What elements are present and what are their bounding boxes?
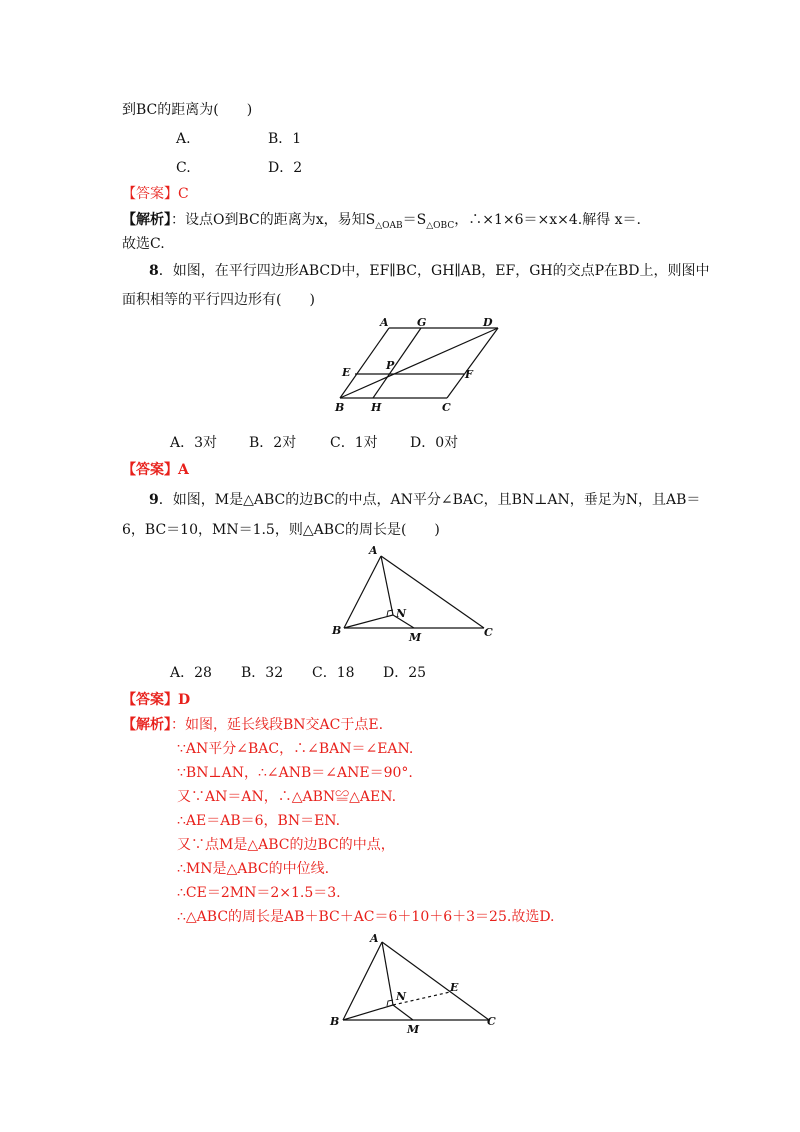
q9-analysis-line-8: ∴CE＝2MN＝2×1.5＝3. <box>177 885 341 901</box>
side-ab <box>343 942 382 1020</box>
q9-analysis-line-5: ∴AE＝AB＝6，BN＝EN. <box>177 813 341 829</box>
label-h: H <box>371 401 382 414</box>
q9-analysis-line-7: ∴MN是△ABC的中位线. <box>177 861 330 877</box>
q7-option-b: B．1 <box>268 131 302 147</box>
q9-stem-text: ．如图，M是△ABC的边BC的中点，AN平分∠BAC，且BN⊥AN，垂足为N，且AB＝ <box>158 492 701 508</box>
segment-an <box>381 556 393 615</box>
label-m: M <box>407 1023 420 1035</box>
q9-option-c: C．18 <box>312 665 355 681</box>
label-n: N <box>396 607 407 620</box>
q9-option-b: B．32 <box>241 665 284 681</box>
q7-sub-obc: △OBC <box>426 220 455 231</box>
q8-option-b: B．2对 <box>249 435 297 451</box>
q8-stem-text: ．如图，在平行四边形ABCD中，EF∥BC，GH∥AB，EF，GH的交点P在BD上，则图中 <box>158 263 710 279</box>
label-c: C <box>487 1015 496 1028</box>
label-c: C <box>442 401 451 414</box>
q8-stem-line-2: 面积相等的平行四边形有( ) <box>122 292 315 308</box>
q7-analysis-text-2: ，∴×1×6＝×x×4.解得 x＝. <box>454 212 642 228</box>
label-g: G <box>417 316 427 329</box>
q8-option-a: A．3对 <box>170 435 218 451</box>
label-b: B <box>335 401 345 414</box>
q9-solution-figure <box>326 930 506 1035</box>
q7-answer: 【答案】C <box>122 186 189 202</box>
label-p: P <box>386 359 395 372</box>
q9-option-d: D．25 <box>383 665 427 681</box>
label-a: A <box>380 316 389 329</box>
label-b: B <box>332 624 342 637</box>
side-ab <box>344 556 381 628</box>
label-e: E <box>450 981 459 994</box>
label-b: B <box>330 1015 340 1028</box>
q8-option-c: C．1对 <box>330 435 378 451</box>
segment-bn <box>344 615 393 628</box>
q9-analysis-line-3: ∵BN⊥AN，∴∠ANB＝∠ANE＝90°. <box>177 765 413 781</box>
q7-analysis-eq: ＝S <box>402 212 427 228</box>
q9-option-a: A．28 <box>170 665 212 681</box>
label-c: C <box>484 626 493 639</box>
q7-option-c: C. <box>176 160 191 176</box>
q7-option-d: D．2 <box>268 160 303 176</box>
label-n: N <box>396 990 407 1003</box>
q7-analysis-text-1: ：设点O到BC的距离为x，易知S <box>171 212 376 228</box>
label-a: A <box>369 544 378 557</box>
diagonal-bd <box>340 328 498 398</box>
q7-sub-oab: △OAB <box>375 220 403 231</box>
label-f: F <box>465 368 473 381</box>
q9-triangle-figure <box>326 542 506 647</box>
q7-analysis <box>122 211 641 235</box>
label-a: A <box>370 932 379 945</box>
label-m: M <box>409 631 422 644</box>
label-e: E <box>342 366 351 379</box>
q8-stem-line-1 <box>149 262 710 280</box>
q9-analysis-line-2: ∵AN平分∠BAC，∴∠BAN＝∠EAN. <box>177 741 414 757</box>
q9-stem-line-1 <box>149 491 700 509</box>
q9-answer: 【答案】D <box>122 692 191 708</box>
q7-stem-tail: 到BC的距离为( ) <box>122 102 253 118</box>
segment-bn <box>343 1005 393 1020</box>
label-d: D <box>483 316 493 329</box>
q8-parallelogram-figure <box>330 312 510 417</box>
q9-analysis-label: 【解析】 <box>122 717 171 733</box>
q8-option-d: D．0对 <box>410 435 459 451</box>
segment-nm <box>393 1005 413 1020</box>
q7-analysis-conclusion: 故选C. <box>122 236 165 252</box>
side-dc <box>447 328 498 398</box>
q8-answer: 【答案】A <box>122 462 189 478</box>
q9-stem-line-2: 6，BC＝10，MN＝1.5，则△ABC的周长是( ) <box>122 522 440 538</box>
q9-analysis-text: ：如图，延长线段BN交AC于点E. <box>171 717 384 733</box>
q7-analysis-label: 【解析】 <box>122 212 171 228</box>
q9-analysis-line-6: 又∵点M是△ABC的边BC的中点， <box>177 837 395 853</box>
segment-an <box>382 942 393 1005</box>
segment-gh <box>373 328 421 398</box>
q7-option-a: A. <box>176 131 191 147</box>
q8-number: 8 <box>149 263 159 279</box>
q9-analysis-line-9: ∴△ABC的周长是AB＋BC＋AC＝6＋10＋6＋3＝25.故选D. <box>177 909 555 925</box>
q9-analysis-line-1 <box>122 716 383 734</box>
q9-number: 9 <box>149 492 159 508</box>
q9-analysis-line-4: 又∵AN＝AN，∴△ABN≌△AEN. <box>177 789 397 805</box>
